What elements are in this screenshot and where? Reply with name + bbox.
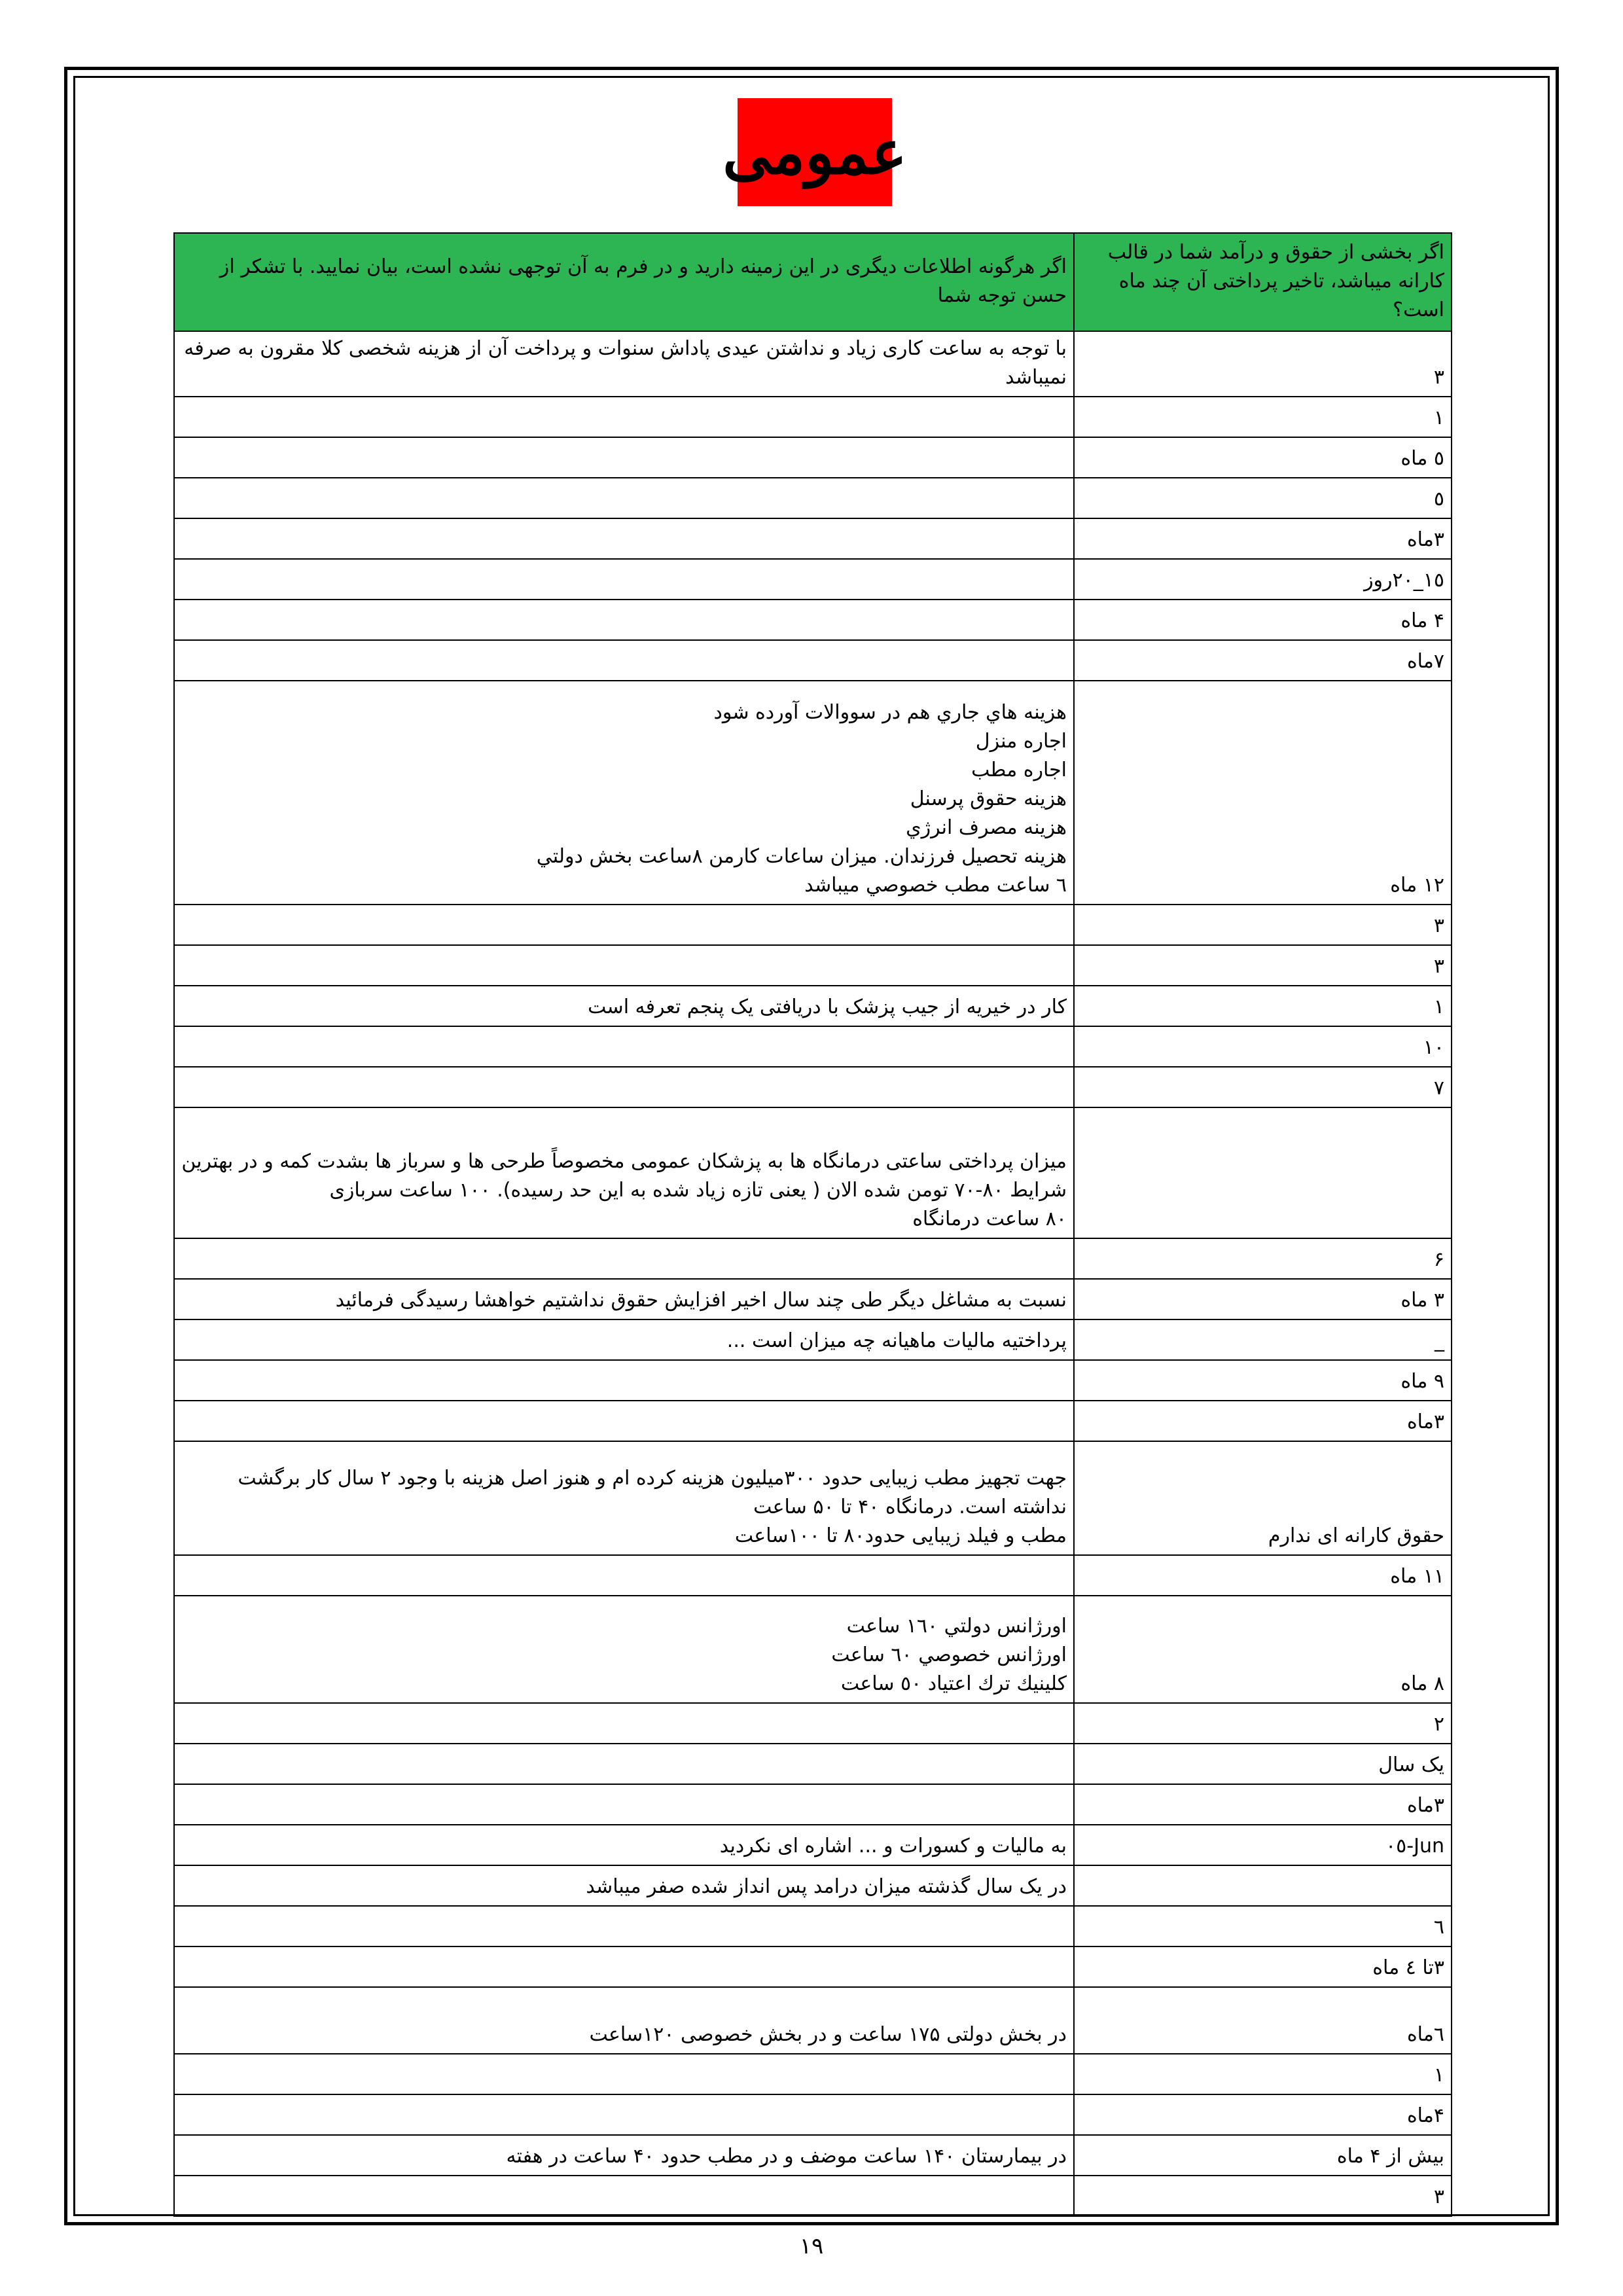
cell-payment-delay: ١٠ [1074, 1026, 1452, 1067]
table-row [174, 1279, 1452, 1319]
cell-additional-info [174, 2054, 1074, 2094]
table-row [174, 559, 1452, 600]
cell-additional-info: با توجه به ساعت کاری زیاد و نداشتن عیدی پاداش سنوات و پرداخت آن از هزینه شخصی کلا مقرون به صرفه نمیباشد [174, 331, 1074, 397]
cell-payment-delay: ٩ ماه [1074, 1360, 1452, 1401]
table-row [174, 905, 1452, 945]
cell-additional-info [174, 518, 1074, 559]
table-row [174, 1401, 1452, 1441]
table-row [174, 2054, 1452, 2094]
cell-payment-delay: ۶ [1074, 1238, 1452, 1279]
cell-payment-delay: ٣ماه [1074, 1784, 1452, 1825]
cell-additional-info [174, 600, 1074, 640]
cell-payment-delay: Jun-٠٥ [1074, 1825, 1452, 1865]
table-row [174, 640, 1452, 681]
cell-additional-info [174, 1946, 1074, 1987]
cell-payment-delay: ٦ماه [1074, 1987, 1452, 2054]
table-row [174, 1906, 1452, 1946]
cell-payment-delay: ٥ ماه [1074, 437, 1452, 478]
table-row [174, 1865, 1452, 1906]
cell-payment-delay: ٣ ماه [1074, 1279, 1452, 1319]
table-row [174, 1360, 1452, 1401]
table-row [174, 1744, 1452, 1784]
table-row [174, 1987, 1452, 2054]
table-row [174, 518, 1452, 559]
table-row [174, 397, 1452, 437]
table-row [174, 1703, 1452, 1744]
table-row [174, 600, 1452, 640]
cell-payment-delay: ٧ماه [1074, 640, 1452, 681]
cell-additional-info [174, 640, 1074, 681]
table-row [174, 2094, 1452, 2135]
cell-payment-delay: ١ [1074, 986, 1452, 1026]
cell-additional-info [174, 1401, 1074, 1441]
header-additional-info: اگر هرگونه اطلاعات دیگری در این زمینه دارید و در فرم به آن توجهی نشده است، بیان نمایید. با تشکر از حسن توجه شما [174, 233, 1074, 331]
cell-payment-delay: ٣ماه [1074, 1401, 1452, 1441]
cell-payment-delay: ٨ ماه [1074, 1596, 1452, 1703]
cell-additional-info [174, 1906, 1074, 1946]
cell-payment-delay: ١ [1074, 2054, 1452, 2094]
cell-additional-info: در بخش دولتی ١٧۵ ساعت و در بخش خصوصی ١٢٠ساعت [174, 1987, 1074, 2054]
cell-additional-info: در بیمارستان ١۴٠ ساعت موضف و در مطب حدود ۴٠ ساعت در هفته [174, 2135, 1074, 2176]
cell-payment-delay: بیش از ۴ ماه [1074, 2135, 1452, 2176]
page-title: عمومی [722, 117, 907, 188]
table-row [174, 681, 1452, 905]
cell-payment-delay: یک سال [1074, 1744, 1452, 1784]
table-row [174, 2135, 1452, 2176]
cell-additional-info [174, 945, 1074, 986]
table-row [174, 1067, 1452, 1107]
cell-additional-info [174, 1238, 1074, 1279]
cell-additional-info: هزينه هاي جاري هم در سووالات آورده شود اجاره منزل اجاره مطب هزينه حقوق پرسنل هزينه مصرف انرژي هزينه تحصيل فرزندان. ميزان ساعات كارمن ٨ساعت بخش دولتي ٦ ساعت مطب خصوصي ميباشد [174, 681, 1074, 905]
cell-additional-info [174, 1744, 1074, 1784]
cell-payment-delay: ٣ [1074, 2176, 1452, 2216]
cell-additional-info [174, 1360, 1074, 1401]
table-row [174, 1319, 1452, 1360]
table-row [174, 1238, 1452, 1279]
cell-payment-delay: ١٥_٢٠روز [1074, 559, 1452, 600]
cell-payment-delay [1074, 1107, 1452, 1238]
cell-additional-info [174, 437, 1074, 478]
cell-payment-delay: ٣تا ٤ ماه [1074, 1946, 1452, 1987]
cell-additional-info: جهت تجهیز مطب زیبایی حدود ٣٠٠میلیون هزینه کرده ام و هنوز اصل هزینه با وجود ٢ سال کار برگشت نداشته است. درمانگاه ۴٠ تا ۵٠ ساعت مطب و فیلد زیبایی حدود٨٠ تا ١٠٠ساعت [174, 1441, 1074, 1555]
table-row [174, 1784, 1452, 1825]
cell-additional-info [174, 478, 1074, 518]
cell-additional-info [174, 397, 1074, 437]
cell-additional-info [174, 905, 1074, 945]
cell-additional-info [174, 1703, 1074, 1744]
cell-payment-delay: ٣ [1074, 905, 1452, 945]
cell-additional-info [174, 2176, 1074, 2216]
cell-additional-info [174, 559, 1074, 600]
cell-payment-delay: ٣ [1074, 945, 1452, 986]
table-row [174, 986, 1452, 1026]
page-number: ١٩ [799, 2233, 824, 2259]
cell-additional-info: به مالیات و کسورات و ... اشاره ای نکردید [174, 1825, 1074, 1865]
table-row [174, 437, 1452, 478]
cell-payment-delay: ۴ماه [1074, 2094, 1452, 2135]
survey-table [173, 232, 1452, 2217]
table-row [174, 945, 1452, 986]
table-row [174, 1596, 1452, 1703]
table-row [174, 1026, 1452, 1067]
header-payment-delay: اگر بخشی از حقوق و درآمد شما در قالب کارانه میباشد، تاخیر پرداختی آن چند ماه است؟ [1074, 233, 1452, 331]
cell-payment-delay: ٧ [1074, 1067, 1452, 1107]
cell-additional-info [174, 2094, 1074, 2135]
cell-payment-delay: _ [1074, 1319, 1452, 1360]
cell-payment-delay: ٦ [1074, 1906, 1452, 1946]
table-row [174, 478, 1452, 518]
cell-payment-delay: ١١ ماه [1074, 1555, 1452, 1596]
cell-additional-info [174, 1784, 1074, 1825]
cell-payment-delay: ۴ ماه [1074, 600, 1452, 640]
cell-payment-delay [1074, 1865, 1452, 1906]
table-row [174, 1107, 1452, 1238]
cell-additional-info [174, 1026, 1074, 1067]
table-row [174, 1946, 1452, 1987]
cell-payment-delay: ١ [1074, 397, 1452, 437]
cell-additional-info [174, 1555, 1074, 1596]
table-row [174, 1555, 1452, 1596]
cell-payment-delay: حقوق کارانه ای ندارم [1074, 1441, 1452, 1555]
cell-payment-delay: ٣ [1074, 331, 1452, 397]
table-header-row [174, 233, 1452, 331]
table-row [174, 1441, 1452, 1555]
cell-payment-delay: ٢ [1074, 1703, 1452, 1744]
table-row [174, 2176, 1452, 2216]
cell-payment-delay: ٥ [1074, 478, 1452, 518]
cell-additional-info: میزان پرداختی ساعتی درمانگاه ها به پزشکان عمومی مخصوصاً طرحی ها و سرباز ها بشدت کمه و در بهترین شرایط ٨٠-٧٠ تومن شده الان ( یعنی تازه زیاد شده به این حد رسیده). ١٠٠ ساعت سربازی ٨٠ ساعت درمانگاه [174, 1107, 1074, 1238]
table-row [174, 331, 1452, 397]
cell-payment-delay: ٣ماه [1074, 518, 1452, 559]
title-banner [722, 98, 907, 206]
cell-payment-delay: ١٢ ماه [1074, 681, 1452, 905]
cell-additional-info [174, 1067, 1074, 1107]
cell-additional-info: نسبت به مشاغل دیگر طی چند سال اخیر افزایش حقوق نداشتیم خواهشا رسیدگی فرمائید [174, 1279, 1074, 1319]
cell-additional-info: کار در خیریه از جیب پزشک با دریافتی یک پنجم تعرفه است [174, 986, 1074, 1026]
cell-additional-info: اورژانس دولتي ١٦٠ ساعت اورژانس خصوصي ٦٠ ساعت كلينيك ترك اعتياد ٥٠ ساعت [174, 1596, 1074, 1703]
table-row [174, 1825, 1452, 1865]
cell-additional-info: در یک سال گذشته میزان درامد پس انداز شده صفر میباشد [174, 1865, 1074, 1906]
cell-additional-info: پرداختیه مالیات ماهیانه چه میزان است ... [174, 1319, 1074, 1360]
